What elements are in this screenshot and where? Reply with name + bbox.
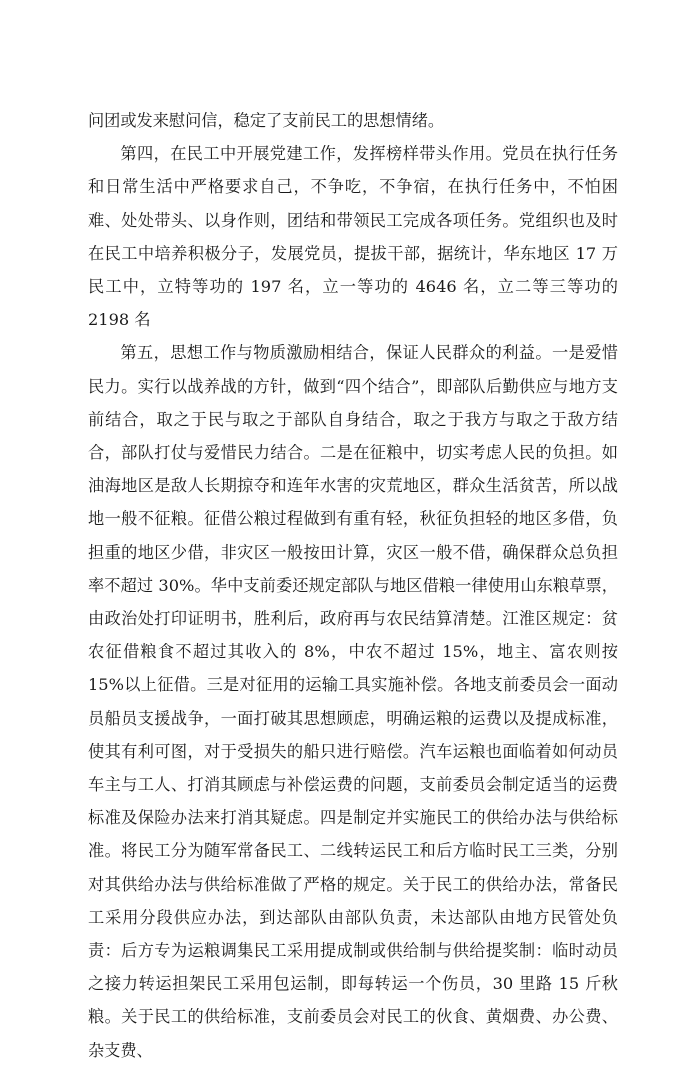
paragraph-fourth-point: 第四，在民工中开展党建工作，发挥榜样带头作用。党员在执行任务和日常生活中严格要求自己，不争吃，不争宿，在执行任务中，不怕困难、处处带头、以身作则，团结和带领民工完成各项任务。党组织也及时在民工中培养积极分子，发展党员，提拔干部，据统计，华东地区 17 万民工中，立特等功的 197 名，立一等功的 4646 名，立二等三等功的 2198 名	[88, 144, 618, 330]
paragraph-continuation: 问团或发来慰问信，稳定了支前民工的思想情绪。	[88, 111, 445, 130]
body-text	[88, 104, 618, 1067]
paragraph-fifth-point: 第五，思想工作与物质激励相结合，保证人民群众的利益。一是爱惜民力。实行以战养战的方针，做到“四个结合”，即部队后勤供应与地方支前结合，取之于民与取之于部队自身结合，取之于我方与取之于敌方结合，部队打仗与爱惜民力结合。二是在征粮中，切实考虑人民的负担。如油海地区是敌人长期掠夺和连年水害的灾荒地区，群众生活贫苦，所以战地一般不征粮。征借公粮过程做到有重有轻，秋征负担轻的地区多借，负担重的地区少借，非灾区一般按田计算，灾区一般不借，确保群众总负担率不超过 30%。华中支前委还规定部队与地区借粮一律使用山东粮草票，由政治处打印证明书，胜利后，政府再与农民结算清楚。江淮区规定：贫农征借粮食不超过其收入的 8%，中农不超过 15%，地主、富农则按 15%以上征借。三是对征用的运输工具实施补偿。各地支前委员会一面动员船员支援战争，一面打破其思想顾虑，明确运粮的运费以及提成标准，使其有利可图，对于受损失的船只进行赔偿。汽车运粮也面临着如何动员车主与工人、打消其顾虑与补偿运费的问题，支前委员会制定适当的运费标准及保险办法来打消其疑虑。四是制定并实施民工的供给办法与供给标准。将民工分为随军常备民工、二线转运民工和后方临时民工三类，分别对其供给办法与供给标准做了严格的规定。关于民工的供给办法，常备民工采用分段供应办法，到达部队由部队负责，未达部队由地方民管处负责：后方专为运粮调集民工采用提成制或供给制与供给提奖制：临时动员之接力转运担架民工采用包运制，即每转运一个伤员，30 里路 15 斤秋粮。关于民工的供给标准，支前委员会对民工的伙食、黄烟费、办公费、杂支费、	[88, 343, 618, 1060]
